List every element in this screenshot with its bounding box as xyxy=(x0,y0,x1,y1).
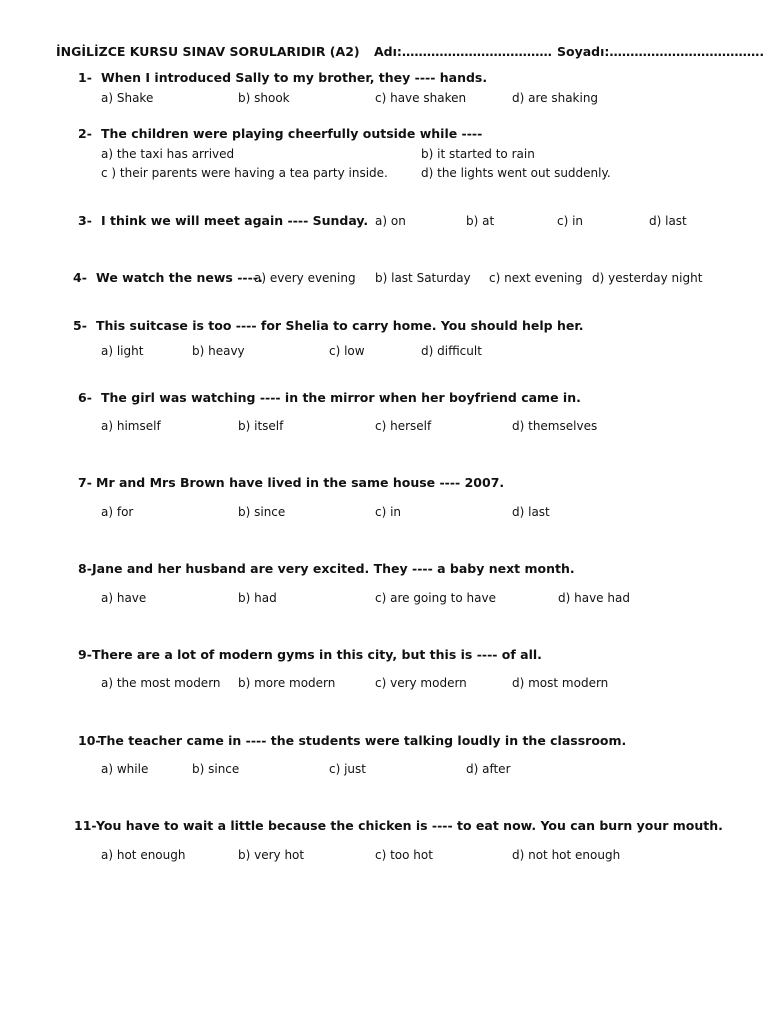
option-a[interactable]: a) have xyxy=(101,591,147,605)
surname-field[interactable]: Soyadı:………………………………. xyxy=(557,44,765,59)
question-text: Mr and Mrs Brown have lived in the same house ---- 2007. xyxy=(96,475,505,490)
option-d[interactable]: d) yesterday night xyxy=(592,271,703,285)
option-b[interactable]: b) very hot xyxy=(238,848,305,862)
option-a[interactable]: a) every evening xyxy=(254,271,356,285)
question-number: 2- xyxy=(78,126,92,141)
option-d[interactable]: d) last xyxy=(512,505,550,519)
question-number: 8- xyxy=(78,561,92,576)
option-a[interactable]: a) hot enough xyxy=(101,848,186,862)
option-c[interactable]: c) next evening xyxy=(489,271,583,285)
question-number: 6- xyxy=(78,390,92,405)
option-a[interactable]: a) on xyxy=(375,214,406,228)
option-a[interactable]: a) for xyxy=(101,505,134,519)
option-b[interactable]: b) at xyxy=(466,214,495,228)
option-d[interactable]: d) not hot enough xyxy=(512,848,621,862)
question-number: 7- xyxy=(78,475,92,490)
option-c[interactable]: c) too hot xyxy=(375,848,433,862)
option-b[interactable]: b) itself xyxy=(238,419,284,433)
question-number: 11- xyxy=(74,818,97,833)
question-text: We watch the news ----. xyxy=(96,270,263,285)
option-b[interactable]: b) since xyxy=(192,762,240,776)
option-d[interactable]: d) are shaking xyxy=(512,91,599,105)
exam-title: İNGİLİZCE KURSU SINAV SORULARIDIR (A2) xyxy=(56,44,360,59)
name-field[interactable]: Adı:……………………………… xyxy=(374,44,552,59)
question-number: 9- xyxy=(78,647,92,662)
option-c[interactable]: c ) their parents were having a tea party inside. xyxy=(101,166,388,180)
option-c[interactable]: c) have shaken xyxy=(375,91,467,105)
option-c[interactable]: c) in xyxy=(375,505,402,519)
question-text: I think we will meet again ---- Sunday. xyxy=(101,213,369,228)
option-c[interactable]: c) very modern xyxy=(375,676,467,690)
option-b[interactable]: b) last Saturday xyxy=(375,271,471,285)
option-b[interactable]: b) more modern xyxy=(238,676,336,690)
option-d[interactable]: d) after xyxy=(466,762,511,776)
option-c[interactable]: c) are going to have xyxy=(375,591,496,605)
option-c[interactable]: c) just xyxy=(329,762,366,776)
question-text: The girl was watching ---- in the mirror when her boyfriend came in. xyxy=(101,390,581,405)
option-d[interactable]: d) have had xyxy=(558,591,630,605)
option-a[interactable]: a) the taxi has arrived xyxy=(101,147,235,161)
option-b[interactable]: b) it started to rain xyxy=(421,147,535,161)
option-d[interactable]: d) difficult xyxy=(421,344,482,358)
option-b[interactable]: b) had xyxy=(238,591,277,605)
question-text: There are a lot of modern gyms in this city, but this is ---- of all. xyxy=(92,647,542,662)
question-number: 10- xyxy=(78,733,101,748)
question-text: Jane and her husband are very excited. They ---- a baby next month. xyxy=(92,561,575,576)
option-d[interactable]: d) themselves xyxy=(512,419,598,433)
option-a[interactable]: a) while xyxy=(101,762,149,776)
option-d[interactable]: d) last xyxy=(649,214,687,228)
option-b[interactable]: b) shook xyxy=(238,91,290,105)
option-a[interactable]: a) light xyxy=(101,344,144,358)
question-number: 4- xyxy=(73,270,87,285)
option-c[interactable]: c) herself xyxy=(375,419,432,433)
option-c[interactable]: c) in xyxy=(557,214,584,228)
question-number: 3- xyxy=(78,213,92,228)
option-b[interactable]: b) since xyxy=(238,505,286,519)
option-c[interactable]: c) low xyxy=(329,344,365,358)
option-d[interactable]: d) the lights went out suddenly. xyxy=(421,166,611,180)
option-d[interactable]: d) most modern xyxy=(512,676,609,690)
option-b[interactable]: b) heavy xyxy=(192,344,245,358)
question-number: 1- xyxy=(78,70,92,85)
question-text: You have to wait a little because the chicken is ---- to eat now. You can burn your mouth. xyxy=(96,818,723,833)
question-text: When I introduced Sally to my brother, they ---- hands. xyxy=(101,70,488,85)
option-a[interactable]: a) the most modern xyxy=(101,676,221,690)
question-text: This suitcase is too ---- for Shelia to carry home. You should help her. xyxy=(96,318,584,333)
option-a[interactable]: a) Shake xyxy=(101,91,154,105)
option-a[interactable]: a) himself xyxy=(101,419,161,433)
question-text: The children were playing cheerfully outside while ---- xyxy=(101,126,483,141)
question-number: 5- xyxy=(73,318,87,333)
question-text: The teacher came in ---- the students were talking loudly in the classroom. xyxy=(98,733,627,748)
